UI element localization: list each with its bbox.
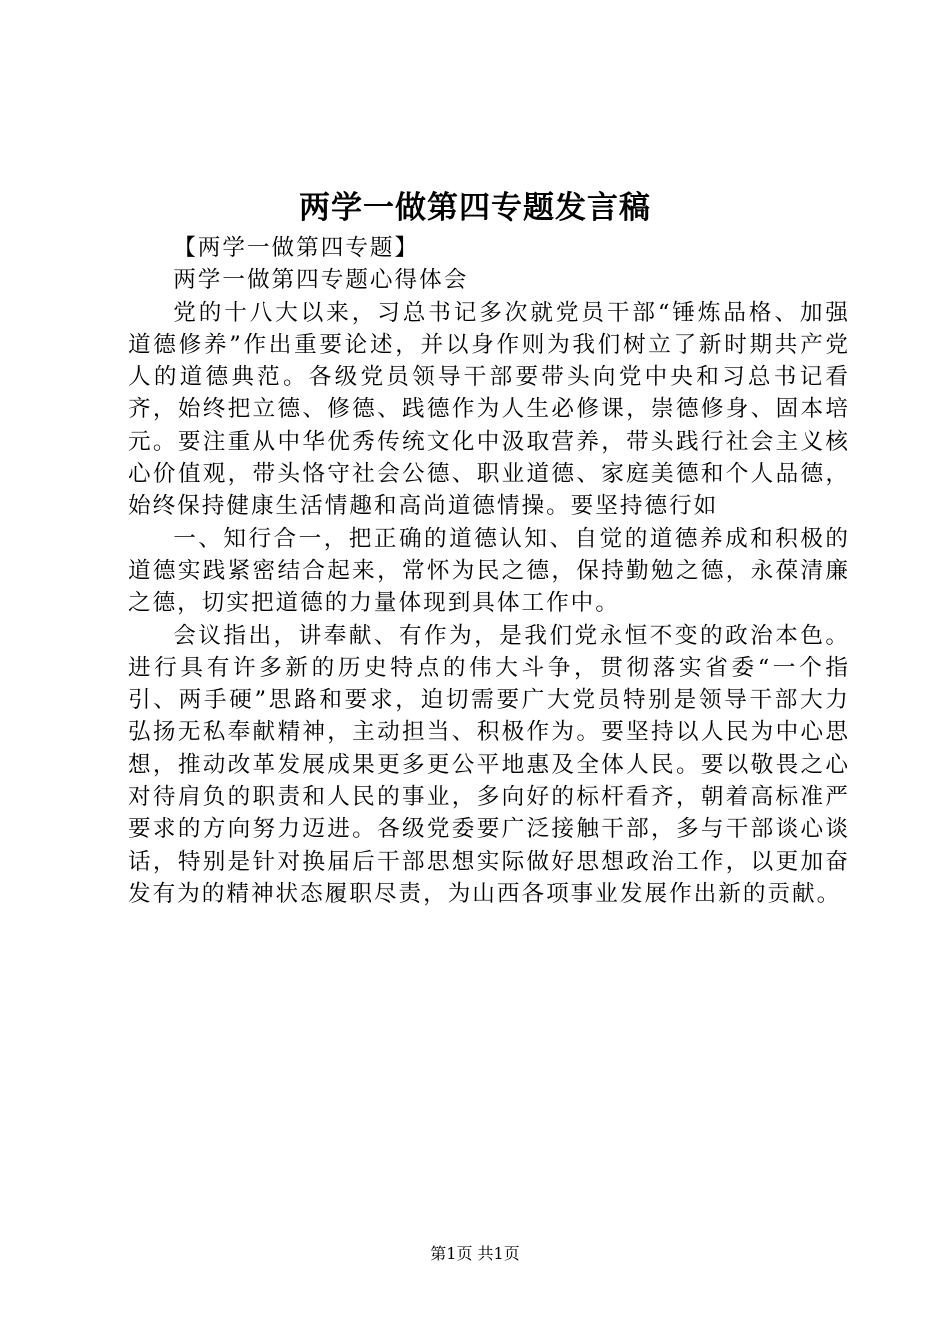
document-title: 两学一做第四专题发言稿 [299, 190, 651, 226]
paragraph-body-2: 一、知行合一，把正确的道德认知、自觉的道德养成和积极的道德实践紧密结合起来，常怀为民之德，保持勤勉之德，永葆清廉之德，切实把道德的力量体现到具体工作中。 [128, 525, 850, 617]
paragraph-topic-heading: 【两学一做第四专题】 [173, 235, 420, 261]
document-body [128, 232, 850, 910]
page-number-footer: 第1页 共1页 [430, 1244, 520, 1263]
paragraph-subtitle: 两学一做第四专题心得体会 [173, 267, 469, 294]
paragraph-body-1: 党的十八大以来，习总书记多次就党员干部“锤炼品格、加强道德修养”作出重要论述，并以身作则为我们树立了新时期共产党人的道德典范。各级党员领导干部要带头向党中央和习总书记看齐，始终把立德、修德、践德作为人生必修课，崇德修身、固本培元。要注重从中华优秀传统文化中汲取营养，带头践行社会主义核心价值观，带头恪守社会公德、职业道德、家庭美德和个人品德，始终保持健康生活情趣和高尚道德情操。要坚持德行如 [128, 299, 850, 520]
paragraph-body-3: 会议指出，讲奉献、有作为，是我们党永恒不变的政治本色。进行具有许多新的历史特点的伟大斗争，贯彻落实省委“一个指引、两手硬”思路和要求，迫切需要广大党员特别是领导干部大力弘扬无私奉献精神，主动担当、积极作为。要坚持以人民为中心思想，推动改革发展成果更多更公平地惠及全体人民。要以敬畏之心对待肩负的职责和人民的事业，多向好的标杆看齐，朝着高标准严要求的方向努力迈进。各级党委要广泛接触干部，多与干部谈心谈话，特别是针对换届后干部思想实际做好思想政治工作，以更加奋发有为的精神状态履职尽责，为山西各项事业发展作出新的贡献。 [128, 622, 850, 907]
